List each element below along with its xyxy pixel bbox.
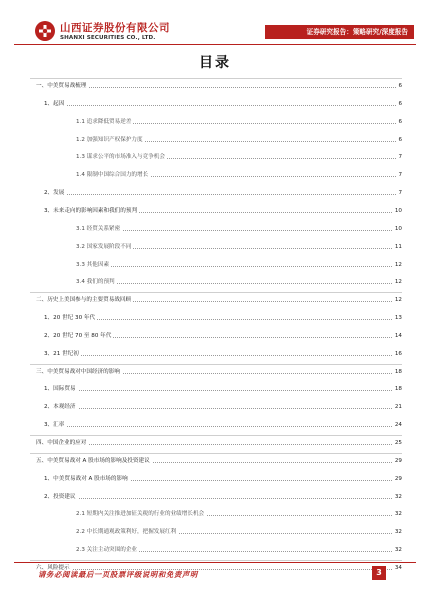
toc-leader-dots — [44, 408, 402, 409]
toc-entry[interactable] — [30, 401, 402, 413]
page-title: 目录 — [199, 55, 231, 71]
toc-entry-page: 18 — [393, 383, 402, 395]
toc-entry-page: 6 — [396, 116, 402, 128]
toc-entry[interactable] — [30, 80, 402, 92]
toc-entry[interactable] — [30, 205, 402, 217]
toc-entry[interactable] — [30, 259, 402, 271]
toc-entry-page: 11 — [393, 241, 402, 253]
toc-entry-page: 32 — [393, 544, 402, 556]
toc-entry[interactable] — [30, 455, 402, 467]
toc-entry[interactable] — [30, 526, 402, 538]
toc-entry[interactable] — [30, 419, 402, 431]
toc-entry-page: 6 — [396, 98, 402, 110]
toc-entry[interactable] — [30, 348, 402, 360]
toc-leader-dots — [44, 105, 402, 106]
toc-entry-label: 2、本观经济 — [44, 401, 78, 413]
toc-divider — [30, 560, 402, 561]
toc-leader-dots — [36, 444, 402, 445]
toc-entry-page: 24 — [393, 419, 402, 431]
toc-entry-label: 3.1 经贸关系紧密 — [76, 223, 122, 235]
toc-divider — [30, 364, 402, 365]
toc-entry[interactable] — [30, 116, 402, 128]
toc-entry[interactable] — [30, 98, 402, 110]
toc-entry-label: 1、起因 — [44, 98, 66, 110]
toc-entry[interactable] — [30, 473, 402, 485]
toc-leader-dots — [44, 498, 402, 499]
toc-entry-label: 3、21 世纪初 — [44, 348, 81, 360]
company-logo-icon — [34, 20, 56, 42]
toc-entry-label: 2、发展 — [44, 187, 66, 199]
toc-entry[interactable] — [30, 366, 402, 378]
toc-entry-label: 三、中美贸易战对中国经济的影响 — [36, 366, 122, 378]
toc-entry-page: 29 — [393, 455, 402, 467]
toc-entry-label: 1.3 谋求公平的市场准入与竞争机会 — [76, 151, 167, 163]
toc-entry-page: 13 — [393, 312, 402, 324]
toc-entry[interactable] — [30, 383, 402, 395]
toc-entry-page: 25 — [393, 437, 402, 449]
toc-entry-label: 二、历史上美国参与的主要贸易战回顾 — [36, 294, 133, 306]
toc-leader-dots — [44, 426, 402, 427]
toc-entry-label: 1、国际贸易 — [44, 383, 78, 395]
toc-entry-page: 12 — [393, 294, 402, 306]
company-name-en: SHANXI SECURITIES CO., LTD. — [60, 35, 156, 41]
toc-leader-dots — [76, 266, 402, 267]
toc-entry-page: 18 — [393, 366, 402, 378]
toc-entry-label: 一、中美贸易战梳理 — [36, 80, 88, 92]
toc-entry-page: 34 — [393, 562, 402, 574]
toc-leader-dots — [76, 283, 402, 284]
toc-leader-dots — [36, 87, 402, 88]
toc-entry[interactable] — [30, 169, 402, 181]
toc-divider — [30, 292, 402, 293]
footer-disclaimer: 请务必阅读最后一页股票评级说明和免责声明 — [38, 570, 198, 579]
toc-entry-label: 2.3 关注主动突围的企业 — [76, 544, 139, 556]
toc-entry-label: 2、20 世纪 70 至 80 年代 — [44, 330, 113, 342]
toc-entry-label: 2.2 中长期通观政策利好，把握发展红利 — [76, 526, 178, 538]
report-type-banner: 证券研究报告：策略研究/深度报告 — [265, 25, 414, 39]
toc-divider — [30, 78, 402, 79]
toc-entry-page: 14 — [393, 330, 402, 342]
toc-entry[interactable] — [30, 187, 402, 199]
toc-entry-label: 四、中国企业的应对 — [36, 437, 88, 449]
toc-entry-page: 16 — [393, 348, 402, 360]
toc-entry[interactable] — [30, 491, 402, 503]
toc-entry[interactable] — [30, 330, 402, 342]
toc-entry-page: 10 — [393, 205, 402, 217]
toc-entry[interactable] — [30, 134, 402, 146]
toc-entry-page: 7 — [396, 169, 402, 181]
toc-entry-page: 6 — [396, 134, 402, 146]
toc-entry-label: 1、20 世纪 30 年代 — [44, 312, 97, 324]
footer-divider — [14, 562, 416, 563]
toc-entry-label: 3.3 其他因素 — [76, 259, 111, 271]
header-divider — [14, 44, 416, 45]
toc-entry-page: 12 — [393, 259, 402, 271]
toc-entry-label: 2、投资建议 — [44, 491, 78, 503]
toc-entry-page: 12 — [393, 276, 402, 288]
toc-leader-dots — [44, 319, 402, 320]
toc-leader-dots — [76, 230, 402, 231]
toc-entry-label: 3.2 国家发展阶段不同 — [76, 241, 133, 253]
toc-entry-label: 3、未来走向的影响因素和我们的预判 — [44, 205, 139, 217]
toc-entry[interactable] — [30, 508, 402, 520]
toc-entry[interactable] — [30, 312, 402, 324]
toc-entry-label: 1、中美贸易战对 A 股市场的影响 — [44, 473, 130, 485]
toc-leader-dots — [44, 355, 402, 356]
toc-leader-dots — [44, 194, 402, 195]
toc-entry-page: 6 — [396, 80, 402, 92]
toc-entry[interactable] — [30, 544, 402, 556]
toc-entry-page: 32 — [393, 491, 402, 503]
toc-leader-dots — [44, 390, 402, 391]
toc-entry-label: 3、汇率 — [44, 419, 66, 431]
toc-entry-page: 21 — [393, 401, 402, 413]
toc-entry-label: 1.4 限制中国综合国力的增长 — [76, 169, 150, 181]
toc-entry-label: 2.1 短期内关注推进加征关税的行业的业绩增长机会 — [76, 508, 206, 520]
toc-entry[interactable] — [30, 223, 402, 235]
toc-entry-page: 10 — [393, 223, 402, 235]
toc-entry-label: 1.1 追求降低贸易逆差 — [76, 116, 133, 128]
toc-entry-page: 7 — [396, 187, 402, 199]
toc-entry[interactable] — [30, 276, 402, 288]
toc-entry[interactable] — [30, 241, 402, 253]
company-name-cn: 山西证券股份有限公司 — [60, 22, 170, 34]
toc-entry-label: 五、中美贸易战对 A 股市场的影响及投资建议 — [36, 455, 152, 467]
toc-entry-page: 29 — [393, 473, 402, 485]
toc-entry-page: 7 — [396, 151, 402, 163]
toc-entry-label: 六、风险提示 — [36, 562, 72, 574]
toc-divider — [30, 453, 402, 454]
toc-entry[interactable] — [30, 437, 402, 449]
toc-entry-page: 32 — [393, 526, 402, 538]
page-number: 3 — [372, 566, 386, 580]
toc-entry[interactable] — [30, 151, 402, 163]
toc-entry-label: 3.4 我们的预判 — [76, 276, 117, 288]
toc-entry-page: 32 — [393, 508, 402, 520]
toc-entry[interactable] — [30, 294, 402, 306]
toc-entry-label: 1.2 加强知识产权保护力度 — [76, 134, 145, 146]
toc-divider — [30, 435, 402, 436]
